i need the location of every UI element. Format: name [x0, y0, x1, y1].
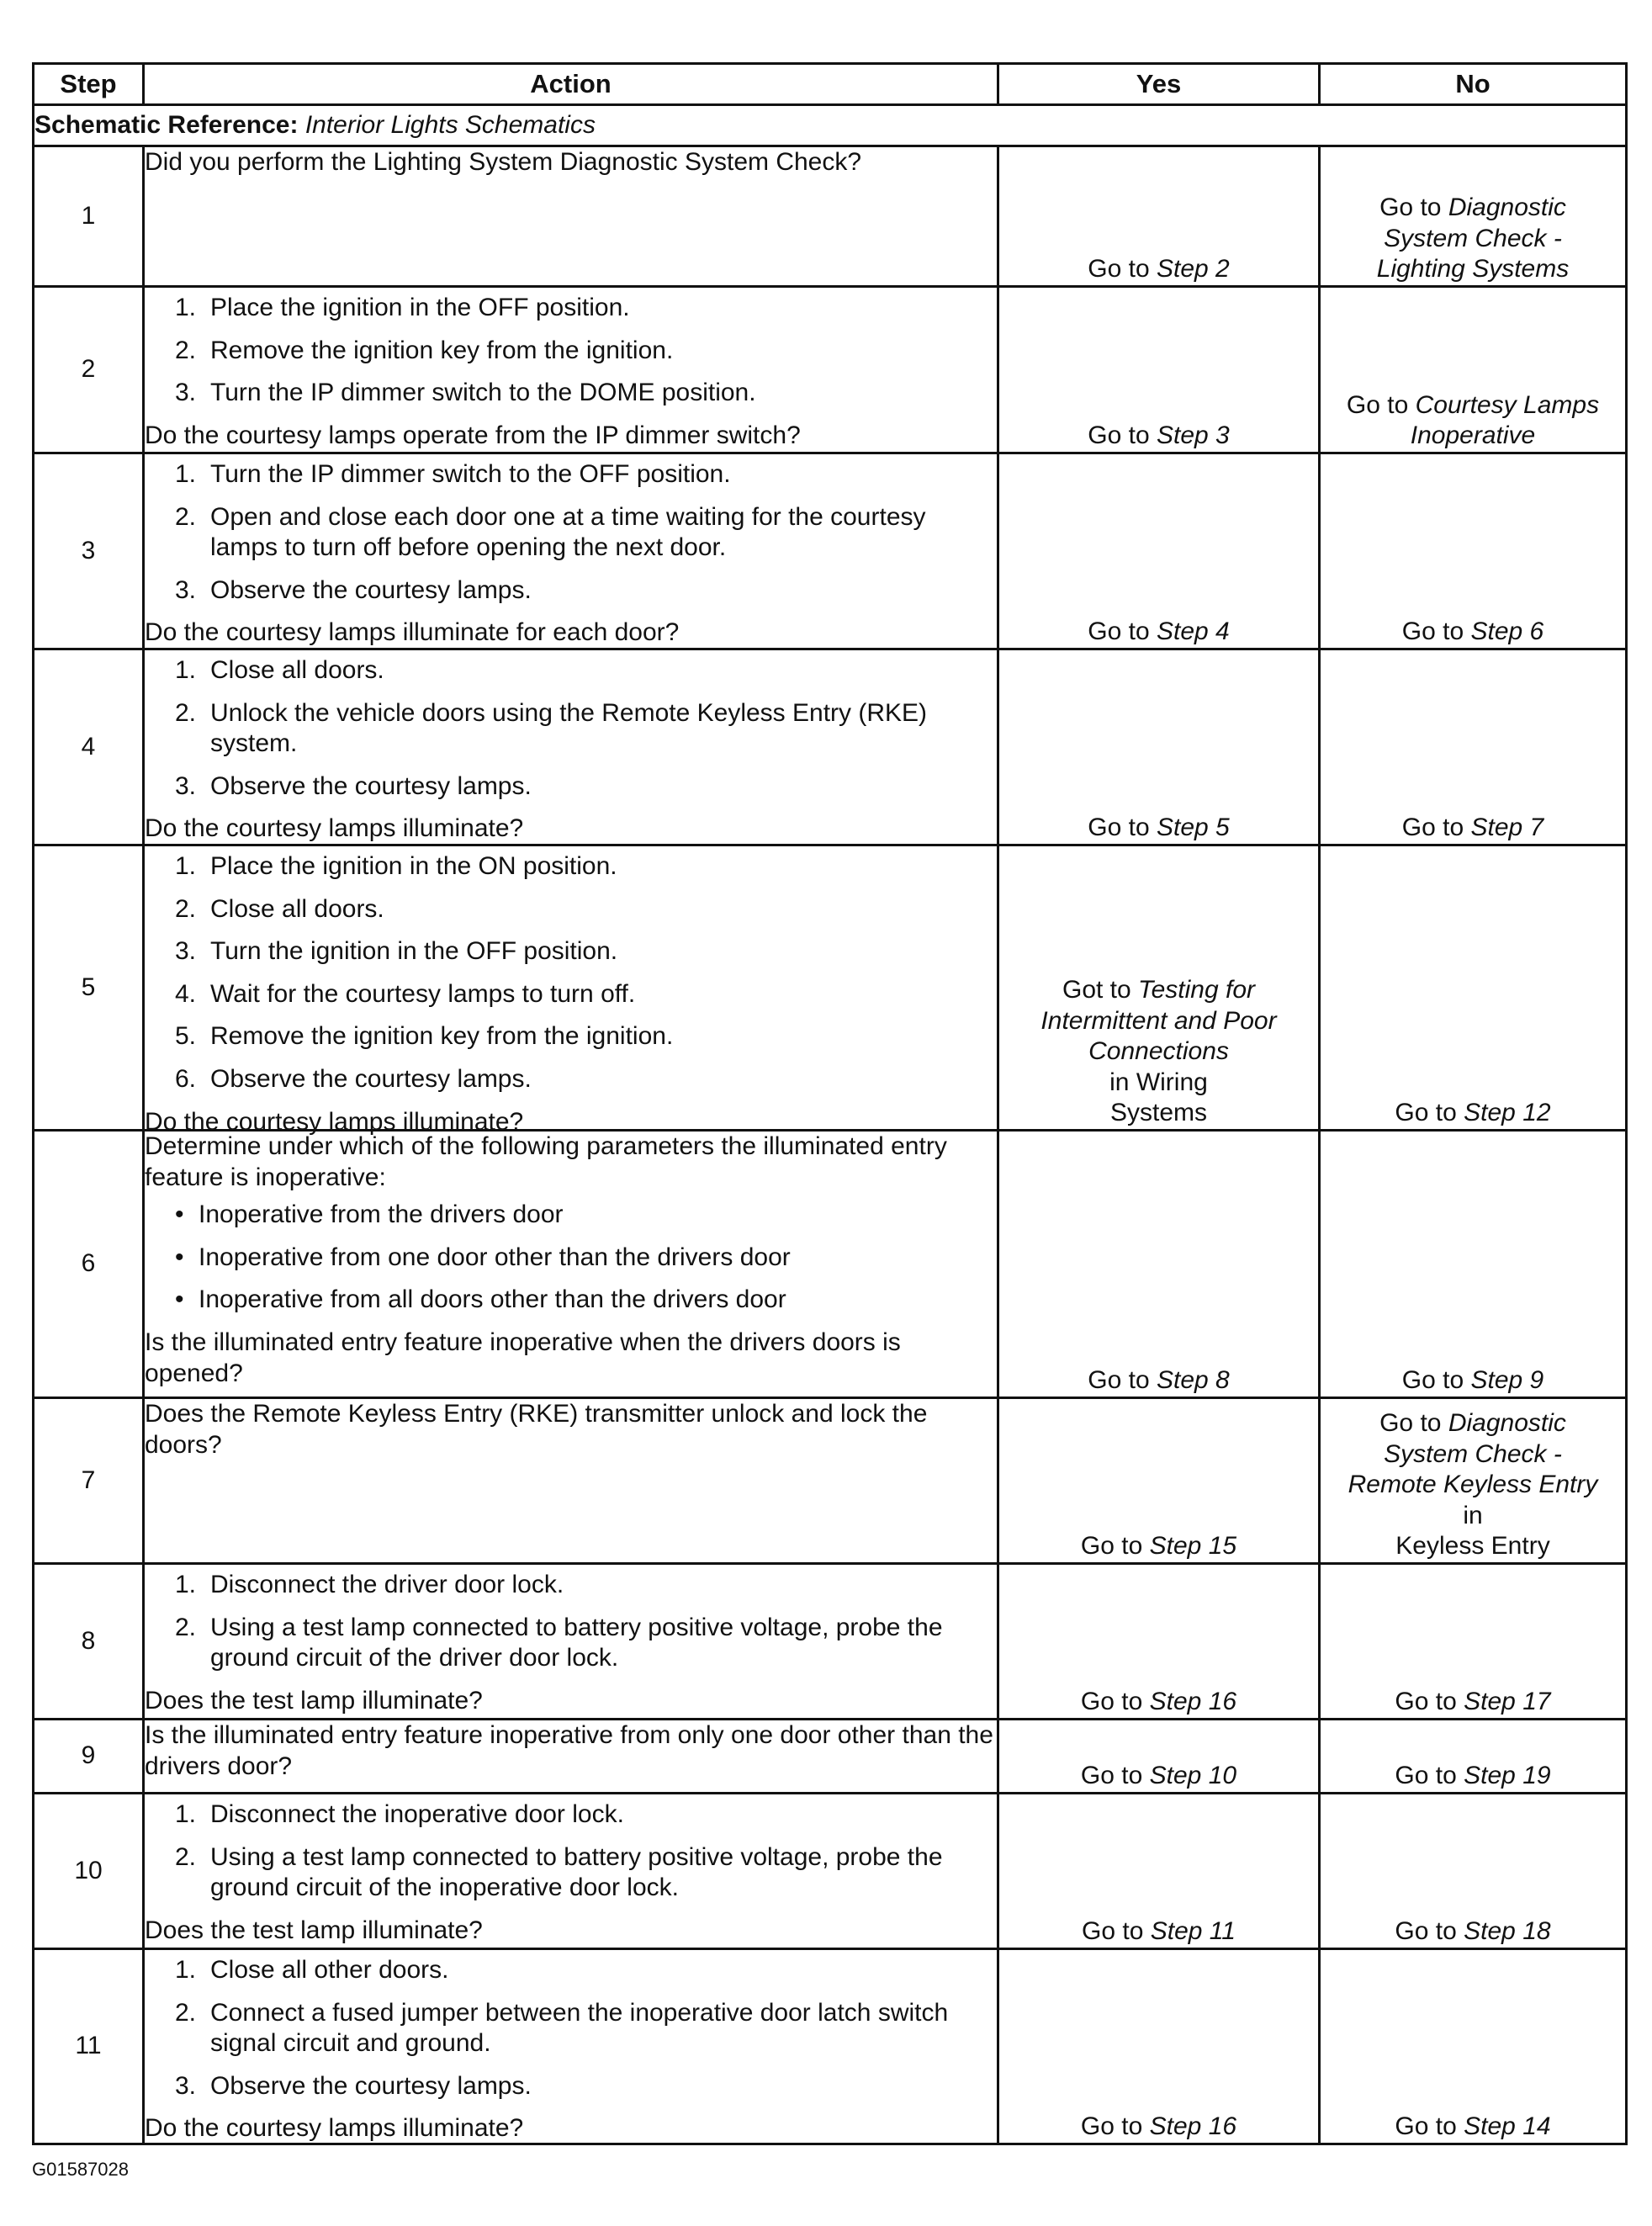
action-intro: Is the illuminated entry feature inoperative from only one door other than the drivers door?	[145, 1721, 993, 1780]
result-link[interactable]: Step 16	[1149, 1688, 1237, 1716]
result-prefix: Go to	[1088, 421, 1157, 450]
action-step	[145, 1998, 997, 2059]
action-step-number: 1.	[175, 1800, 197, 1828]
action-step-text: Remove the ignition key from the ignition.	[210, 336, 674, 364]
result-link[interactable]: Step 18	[1464, 1917, 1551, 1946]
result-prefix: Go to	[1088, 617, 1157, 646]
result-prefix: Go to	[1346, 390, 1416, 419]
action-cell	[144, 1949, 998, 2144]
action-step	[145, 771, 997, 803]
result-line	[1321, 224, 1625, 255]
result-link[interactable]: Intermittent and Poor	[1040, 1006, 1277, 1035]
result-line	[999, 975, 1318, 1006]
action-step-text: Connect a fused jumper between the inoperative door latch switch signal circuit and ground.	[210, 1998, 949, 2058]
result-line	[1321, 193, 1625, 224]
result-line	[999, 1006, 1318, 1037]
result-prefix: Go to	[1401, 1366, 1471, 1395]
action-steps	[145, 1799, 997, 1904]
action-body	[145, 288, 997, 421]
action-step-number: 2.	[175, 1998, 197, 2027]
action-step-number: 1.	[175, 1956, 197, 1984]
result-link[interactable]: Step 19	[1464, 1762, 1551, 1790]
action-step	[145, 936, 997, 967]
no-result	[1320, 1794, 1627, 1949]
action-step-text: Remove the ignition key from the ignition.	[210, 1022, 674, 1051]
result-line	[999, 617, 1318, 648]
action-cell	[144, 845, 998, 1136]
action-step-number: 3.	[175, 2071, 197, 2100]
result-line	[1321, 421, 1625, 452]
result-line	[1321, 1098, 1625, 1129]
action-body	[145, 1720, 997, 1782]
table-row	[34, 1564, 1627, 1720]
action-step-text: Turn the IP dimmer switch to the DOME position.	[210, 379, 756, 407]
no-result	[1320, 287, 1627, 453]
header-action: Action	[144, 64, 998, 105]
action-step	[145, 979, 997, 1010]
action-step	[145, 698, 997, 760]
action-content	[145, 1720, 997, 1783]
yes-result	[998, 146, 1320, 287]
step-number: 7	[34, 1398, 144, 1564]
result-prefix: Go to	[1395, 1099, 1464, 1127]
result-prefix: Go to	[1082, 1917, 1151, 1946]
result-line	[999, 1098, 1318, 1129]
schematic-reference-link[interactable]: Interior Lights Schematics	[304, 110, 596, 139]
action-step	[145, 575, 997, 607]
result-prefix: Go to	[1080, 2112, 1150, 2141]
no-result	[1320, 1949, 1627, 2144]
table-row	[34, 1720, 1627, 1794]
header-yes: Yes	[998, 64, 1320, 105]
result-prefix: Go to	[1088, 814, 1157, 842]
result-line	[1321, 1365, 1625, 1397]
action-content	[145, 1565, 997, 1715]
header-no: No	[1320, 64, 1627, 105]
no-result	[1320, 845, 1627, 1131]
yes-result	[998, 1564, 1320, 1720]
action-step-text: Close all doors.	[210, 656, 384, 684]
action-step	[145, 1021, 997, 1052]
result-line	[1321, 2112, 1625, 2143]
action-steps	[145, 1955, 997, 2101]
result-line	[1321, 390, 1625, 421]
action-question: Is the illuminated entry feature inoperative when the drivers doors is opened?	[145, 1328, 901, 1387]
action-step-text: Wait for the courtesy lamps to turn off.	[210, 979, 636, 1008]
result-link[interactable]: Step 15	[1149, 1532, 1237, 1561]
schematic-reference-label: Schematic Reference:	[34, 110, 299, 139]
result-line	[1321, 1470, 1625, 1501]
result-line	[1321, 1501, 1625, 1532]
header-step: Step	[34, 64, 144, 105]
action-step	[145, 293, 997, 324]
action-content	[145, 1950, 997, 2143]
result-line	[1321, 1439, 1625, 1471]
action-step-text: Disconnect the inoperative door lock.	[210, 1800, 624, 1828]
no-result	[1320, 146, 1627, 287]
action-step	[145, 1064, 997, 1095]
action-content	[145, 454, 997, 647]
action-question: Do the courtesy lamps illuminate?	[145, 1107, 524, 1136]
result-link[interactable]: Step 16	[1149, 2112, 1237, 2141]
result-prefix: Go to	[1395, 1917, 1464, 1946]
action-step-text: Observe the courtesy lamps.	[210, 771, 532, 800]
result-prefix: Go to	[1080, 1762, 1150, 1790]
result-link[interactable]: Step 17	[1464, 1688, 1551, 1716]
action-step-text: Using a test lamp connected to battery positive voltage, probe the ground circuit of the inoperative door lock.	[210, 1842, 943, 1902]
no-result	[1320, 649, 1627, 845]
action-content	[145, 846, 997, 1136]
yes-result	[998, 1720, 1320, 1794]
result-line	[1321, 617, 1625, 648]
step-number: 2	[34, 287, 144, 453]
result-prefix: Systems	[1109, 1099, 1208, 1127]
action-step-number: 3.	[175, 575, 197, 604]
table-row	[34, 1398, 1627, 1564]
table-row	[34, 649, 1627, 845]
yes-result	[998, 1131, 1320, 1398]
result-line	[1321, 813, 1625, 844]
result-link[interactable]: System Check -	[1384, 1439, 1562, 1468]
action-step	[145, 502, 997, 564]
result-line	[999, 1687, 1318, 1718]
action-cell	[144, 453, 998, 649]
action-step-text: Unlock the vehicle doors using the Remote Keyless Entry (RKE) system.	[210, 698, 928, 758]
result-link[interactable]: Step 4	[1156, 617, 1230, 646]
action-question: Do the courtesy lamps operate from the IP dimmer switch?	[145, 421, 801, 449]
action-body	[145, 454, 997, 617]
action-step-number: 2.	[175, 502, 197, 531]
result-link[interactable]: Lighting Systems	[1376, 255, 1570, 284]
table-row	[34, 146, 1627, 287]
result-link[interactable]: Inoperative	[1410, 421, 1536, 450]
result-prefix: Go to	[1395, 1688, 1464, 1716]
result-link[interactable]: Courtesy Lamps	[1415, 390, 1600, 419]
result-prefix: Go to	[1401, 617, 1471, 646]
action-step-number: 5.	[175, 1022, 197, 1051]
result-line	[999, 421, 1318, 452]
result-line	[1321, 1916, 1625, 1948]
result-line	[999, 254, 1318, 285]
step-number: 11	[34, 1949, 144, 2144]
action-step	[145, 378, 997, 409]
result-line	[1321, 1761, 1625, 1792]
no-result	[1320, 1131, 1627, 1398]
no-result	[1320, 1398, 1627, 1564]
action-step-number: 1.	[175, 852, 197, 880]
action-body	[145, 1950, 997, 2113]
result-line	[999, 2112, 1318, 2143]
action-steps	[145, 459, 997, 606]
figure-id: G01587028	[32, 2159, 129, 2180]
action-step-text: Using a test lamp connected to battery positive voltage, probe the ground circuit of the driver door lock.	[210, 1613, 943, 1672]
result-prefix: Go to	[1395, 2112, 1464, 2141]
action-step	[145, 1570, 997, 1601]
yes-result	[998, 453, 1320, 649]
action-step-text: Observe the courtesy lamps.	[210, 2071, 532, 2100]
action-step-number: 6.	[175, 1064, 197, 1093]
action-cell	[144, 1398, 998, 1564]
yes-result	[998, 1398, 1320, 1564]
yes-result	[998, 1949, 1320, 2144]
action-bullet: • Inoperative from one door other than the drivers door	[145, 1243, 997, 1274]
result-link[interactable]: System Check -	[1384, 224, 1562, 252]
result-line	[999, 1365, 1318, 1397]
action-step-number: 1.	[175, 460, 197, 488]
table-row	[34, 453, 1627, 649]
action-question: Do the courtesy lamps illuminate for each door?	[145, 618, 680, 647]
action-question: Do the courtesy lamps illuminate?	[145, 814, 524, 843]
yes-result	[998, 1794, 1320, 1949]
result-line	[999, 1916, 1318, 1948]
action-question: Does the test lamp illuminate?	[145, 1916, 483, 1944]
action-content	[145, 1794, 997, 1944]
action-step	[145, 851, 997, 882]
result-prefix: Go to	[1088, 255, 1157, 284]
result-line	[999, 1531, 1318, 1562]
result-line	[1321, 1408, 1625, 1439]
step-number: 3	[34, 453, 144, 649]
result-link[interactable]: Diagnostic	[1448, 1409, 1566, 1438]
action-intro: Does the Remote Keyless Entry (RKE) transmitter unlock and lock the doors?	[145, 1400, 928, 1459]
result-prefix: Go to	[1080, 1688, 1150, 1716]
action-body	[145, 1565, 997, 1686]
result-link[interactable]: Step 11	[1150, 1917, 1236, 1946]
step-number: 5	[34, 845, 144, 1131]
action-step-number: 2.	[175, 1613, 197, 1641]
result-prefix: Go to	[1080, 1532, 1150, 1561]
action-intro: Did you perform the Lighting System Diagnostic System Check?	[145, 148, 862, 176]
action-step-text: Close all other doors.	[210, 1956, 449, 1984]
schematic-reference	[34, 105, 1627, 146]
action-content	[145, 650, 997, 843]
action-body	[145, 1399, 997, 1460]
action-body	[145, 1794, 997, 1916]
action-step-text: Observe the courtesy lamps.	[210, 575, 532, 604]
action-step	[145, 1613, 997, 1674]
action-step	[145, 655, 997, 686]
action-step-number: 4.	[175, 979, 197, 1008]
result-line	[999, 1068, 1318, 1099]
table-row	[34, 1794, 1627, 1949]
action-step-number: 2.	[175, 698, 197, 727]
action-body	[145, 1132, 997, 1328]
result-line	[1321, 254, 1625, 285]
result-prefix: in	[1463, 1501, 1483, 1529]
table-row	[34, 287, 1627, 453]
result-prefix: Go to	[1379, 1409, 1448, 1438]
result-link[interactable]: Step 9	[1470, 1366, 1544, 1395]
result-prefix: Got to	[1062, 976, 1139, 1004]
action-question: Does the test lamp illuminate?	[145, 1686, 483, 1715]
diagnostic-table	[32, 62, 1628, 2145]
action-step-number: 3.	[175, 937, 197, 966]
result-line	[1321, 1687, 1625, 1718]
schematic-reference-row	[34, 105, 1627, 146]
result-link[interactable]: Connections	[1088, 1037, 1229, 1066]
action-step-number: 2.	[175, 336, 197, 364]
action-body	[145, 846, 997, 1107]
no-result	[1320, 1720, 1627, 1794]
action-step	[145, 2071, 997, 2102]
action-step-text: Open and close each door one at a time waiting for the courtesy lamps to turn off before opening the next door.	[210, 502, 926, 562]
no-result	[1320, 453, 1627, 649]
result-link[interactable]: Step 7	[1470, 814, 1544, 842]
result-line	[999, 1036, 1318, 1068]
step-number: 9	[34, 1720, 144, 1794]
action-content	[145, 147, 997, 276]
action-content	[145, 288, 997, 449]
action-step	[145, 1842, 997, 1904]
action-step-text: Observe the courtesy lamps.	[210, 1064, 532, 1093]
action-step-number: 3.	[175, 771, 197, 800]
action-cell	[144, 1131, 998, 1398]
action-step-number: 2.	[175, 894, 197, 923]
result-line	[1321, 1531, 1625, 1562]
result-link[interactable]: Step 10	[1149, 1762, 1237, 1790]
result-prefix: Go to	[1379, 193, 1448, 222]
yes-result	[998, 287, 1320, 453]
action-bullets	[145, 1200, 997, 1316]
action-step-number: 1.	[175, 656, 197, 684]
header-row	[34, 64, 1627, 105]
result-link[interactable]: Diagnostic	[1448, 193, 1566, 222]
result-link[interactable]: Testing for	[1138, 976, 1256, 1004]
action-step	[145, 336, 997, 367]
table-row	[34, 845, 1627, 1131]
action-step-text: Turn the IP dimmer switch to the OFF position.	[210, 460, 731, 488]
action-step-number: 1.	[175, 294, 197, 321]
action-step	[145, 1799, 997, 1831]
action-cell	[144, 1720, 998, 1794]
result-line	[999, 1761, 1318, 1792]
action-cell	[144, 649, 998, 845]
action-steps	[145, 293, 997, 409]
action-content	[145, 1399, 997, 1553]
action-step-number: 1.	[175, 1571, 197, 1598]
action-step-text: Place the ignition in the ON position.	[210, 852, 617, 880]
result-prefix: Go to	[1395, 1762, 1464, 1790]
action-cell	[144, 1564, 998, 1720]
no-result	[1320, 1564, 1627, 1720]
action-bullet: • Inoperative from all doors other than the drivers door	[145, 1285, 997, 1316]
action-cell	[144, 1794, 998, 1949]
result-link[interactable]: Step 8	[1156, 1366, 1230, 1395]
action-step	[145, 894, 997, 925]
result-link[interactable]: Remote Keyless Entry	[1348, 1471, 1598, 1499]
action-cell	[144, 287, 998, 453]
result-line	[999, 813, 1318, 844]
result-link[interactable]: Step 14	[1464, 2112, 1551, 2141]
result-link[interactable]: Step 5	[1156, 814, 1230, 842]
action-body	[145, 147, 997, 178]
action-step-text: Place the ignition in the OFF position.	[210, 294, 630, 321]
action-step-text: Turn the ignition in the OFF position.	[210, 937, 618, 966]
yes-result	[998, 649, 1320, 845]
action-step-text: Close all doors.	[210, 894, 384, 923]
action-step-number: 2.	[175, 1842, 197, 1871]
action-cell	[144, 146, 998, 287]
action-step	[145, 1955, 997, 1986]
action-step-number: 3.	[175, 379, 197, 407]
action-step	[145, 459, 997, 490]
step-number: 6	[34, 1131, 144, 1398]
result-link[interactable]: Step 12	[1464, 1099, 1551, 1127]
step-number: 10	[34, 1794, 144, 1949]
action-bullet: • Inoperative from the drivers door	[145, 1200, 997, 1231]
table-row	[34, 1131, 1627, 1398]
yes-result	[998, 845, 1320, 1131]
result-prefix: Keyless Entry	[1395, 1532, 1550, 1561]
action-intro: Determine under which of the following parameters the illuminated entry feature is inoperative:	[145, 1132, 947, 1191]
result-link[interactable]: Step 6	[1470, 617, 1544, 646]
table-row	[34, 1949, 1627, 2144]
action-steps	[145, 1570, 997, 1674]
result-prefix: Go to	[1401, 814, 1471, 842]
action-steps	[145, 851, 997, 1095]
step-number: 1	[34, 146, 144, 287]
result-prefix: Go to	[1088, 1366, 1157, 1395]
action-steps	[145, 655, 997, 802]
step-number: 4	[34, 649, 144, 845]
result-prefix: in Wiring	[1109, 1068, 1208, 1096]
action-body	[145, 650, 997, 814]
action-step-text: Disconnect the driver door lock.	[210, 1571, 564, 1598]
result-link[interactable]: Step 3	[1156, 421, 1230, 450]
action-question: Do the courtesy lamps illuminate?	[145, 2114, 524, 2143]
step-number: 8	[34, 1564, 144, 1720]
result-link[interactable]: Step 2	[1156, 255, 1230, 284]
action-content	[145, 1132, 997, 1387]
